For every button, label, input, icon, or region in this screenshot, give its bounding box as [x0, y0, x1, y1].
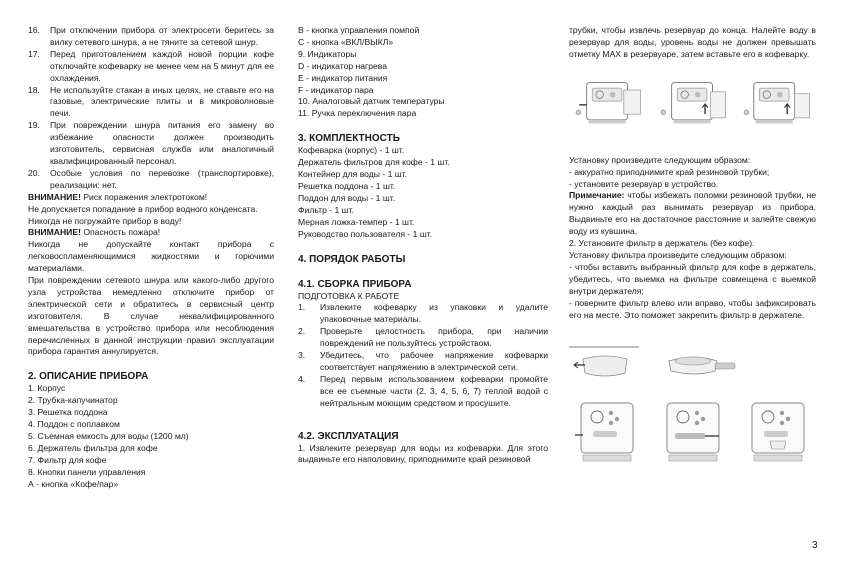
attention-fire: ВНИМАНИЕ! Опасность пожара!	[28, 227, 161, 238]
list-item: 11. Ручка переключения пара	[298, 108, 417, 119]
item-text: Перед приготовлением каждой новой порции кофе отключайте кофеварку не менее чем на 5 минут для ее охлаждения.	[50, 48, 274, 83]
list-item: 1. Корпус	[28, 383, 66, 394]
item-number: 19.	[28, 120, 40, 131]
list-item	[298, 374, 548, 410]
section-title: 3. КОМПЛЕКТНОСТЬ	[298, 133, 400, 145]
list-item	[298, 326, 548, 350]
list-item: Держатель фильтров для кофе - 1 шт.	[298, 157, 450, 168]
list-item: 2. Трубка-капучинатор	[28, 395, 118, 406]
reservoir-figures	[569, 77, 816, 135]
item-number: 4.	[298, 373, 306, 384]
list-item: Мерная ложка-темпер - 1 шт.	[298, 216, 415, 227]
list-item: Поддон для воды - 1 шт.	[298, 192, 396, 203]
list-item: Контейнер для воды - 1 шт.	[298, 169, 408, 180]
paragraph: 1. Извлеките резервуар для воды из кофеварки. Для этого выдвиньте его наполовину, приподнимите край резиновой	[298, 442, 548, 465]
item-number: 16.	[28, 25, 40, 35]
list-item	[298, 302, 548, 326]
column-right	[569, 25, 816, 465]
item-text: Убедитесь, что рабочее напряжение кофеварки соответствует напряжению в электрической сети.	[320, 350, 548, 372]
paragraph: Никогда не допускайте контакт прибора с легковоспламеняющимися жидкостями и горючими материалами.	[28, 239, 274, 274]
page-number: 3	[812, 540, 818, 551]
item-text: Особые условия по перевозке (транспортировке), реализации: нет.	[50, 167, 274, 190]
list-item: 4. Поддон с поплавком	[28, 419, 120, 430]
list-item: 10. Аналоговый датчик температуры	[298, 96, 445, 107]
item-text: Не используйте стакан в иных целях, не ставьте его на газовые, электрические плиты и в микроволновые печи.	[50, 84, 274, 119]
list-item: Фильтр - 1 шт.	[298, 204, 354, 215]
list-item	[28, 168, 274, 192]
list-item: D - индикатор нагрева	[298, 60, 387, 71]
item-number: 18.	[28, 84, 40, 95]
list-item	[28, 120, 274, 168]
bullet: - установите резервуар в устройство.	[569, 178, 719, 189]
paragraph: Не допускается попадание в прибор водного конденсата.	[28, 203, 258, 214]
item-number: 3.	[298, 350, 306, 361]
reservoir-figure	[569, 77, 647, 129]
list-item: 9. Индикаторы	[298, 48, 357, 59]
item-text: Извлеките кофеварку из упаковки и удалите упаковочные материалы.	[320, 302, 548, 325]
kit-list	[298, 145, 548, 240]
list-item: Руководство пользователя - 1 шт.	[298, 228, 433, 239]
paragraph: Никогда не погружайте прибор в воду!	[28, 215, 182, 226]
list-item: F - индикатор пара	[298, 84, 374, 95]
attention-electric: ВНИМАНИЕ! Риск поражения электротоком!	[28, 191, 208, 202]
section-title: 2. ОПИСАНИЕ ПРИБОРА	[28, 371, 149, 383]
filter-figure	[569, 345, 641, 385]
item-number: 17.	[28, 48, 40, 59]
coffee-machine-figure	[740, 399, 816, 465]
paragraph: При повреждении сетевого шнура или какого-либо другого узла устройства немедленно отключите прибор от электрической сети и обратитесь в сервисный центр изготовителя. В случае неквалифицированного вмешательства в устройство прибора или несоблюдения перечисленных в данной инструкции правил эксплуатации прибора гарантия аннулируется.	[28, 275, 274, 357]
list-item	[28, 25, 274, 49]
paragraph: Установку фильтра произведите следующим образом:	[569, 249, 787, 260]
list-item: 6. Держатель фильтра для кофе	[28, 442, 158, 453]
list-item: С - кнопка «ВКЛ/ВЫКЛ»	[298, 36, 394, 47]
reservoir-figure	[654, 77, 732, 129]
prep-label: ПОДГОТОВКА К РАБОТЕ	[298, 290, 400, 301]
item-number: 2.	[298, 326, 306, 337]
bullet: - чтобы вставить выбранный фильтр для кофе в держатель, убедитесь, что выемка на фильтре совмещена с выемкой внутри держателя;	[569, 261, 816, 296]
section-title: 4. ПОРЯДОК РАБОТЫ	[298, 253, 406, 265]
filter-figure	[665, 345, 737, 385]
list-item	[28, 85, 274, 121]
item-number: 20.	[28, 167, 40, 178]
list-item: А - кнопка «Кофе/пар»	[28, 478, 119, 489]
list-item	[298, 350, 548, 374]
bullet: - аккуратно приподнимите край резиновой трубки;	[569, 166, 770, 177]
list-item: Решетка поддона - 1 шт.	[298, 180, 396, 191]
subsection-title: 4.2. ЭКСПЛУАТАЦИЯ	[298, 430, 399, 442]
list-item: 7. Фильтр для кофе	[28, 454, 107, 465]
list-item: Е - индикатор питания	[298, 72, 388, 83]
list-item: 5. Съемная емкость для воды (1200 мл)	[28, 431, 189, 441]
list-item	[28, 49, 274, 85]
note: Примечание: чтобы избежать поломки резиновой трубки, не нужно каждый раз вынимать резервуар из прибора. Выдвиньте его на достаточное расстояние и залейте свежую воду из кувшина.	[569, 190, 816, 237]
item-number: 1.	[298, 302, 306, 313]
list-item: 8. Кнопки панели управления	[28, 466, 146, 477]
parts-list-continued	[298, 25, 548, 120]
safety-list	[28, 25, 274, 192]
item-text: При отключении прибора от электросети беритесь за вилку сетевого шнура, а не тяните за сетевой шнур.	[50, 25, 274, 47]
coffee-machine-figure	[569, 399, 645, 465]
item-text: Проверьте целостность прибора, при наличии повреждений не пользуйтесь устройством.	[320, 326, 548, 349]
bullet: - поверните фильтр влево или вправо, чтобы зафиксировать его на месте. Это поможет закрепить фильтр в держателе.	[569, 297, 816, 320]
paragraph: трубки, чтобы извлечь резервуар до конца. Налейте воду в резервуар для воды, уровень воды не должен превышать отметку MAX в резервуаре, затем вставьте его в кофеварку.	[569, 25, 816, 59]
paragraph: Установку произведите следующим образом:	[569, 154, 751, 165]
column-left	[28, 25, 274, 491]
paragraph: 2. Установите фильтр в держатель (без кофе).	[569, 238, 755, 249]
list-item: Кофеварка (корпус) - 1 шт.	[298, 145, 405, 156]
filter-figures	[569, 345, 816, 385]
machine-figures	[569, 399, 816, 465]
steps-list	[298, 302, 548, 409]
column-middle	[298, 25, 548, 466]
parts-list	[28, 383, 274, 490]
reservoir-figure	[738, 77, 816, 129]
list-item: 3. Решетка поддона	[28, 407, 108, 418]
list-item: В - кнопка управления помпой	[298, 25, 420, 35]
subsection-title: 4.1. СБОРКА ПРИБОРА	[298, 278, 412, 290]
item-text: При повреждении шнура питания его замену во избежание опасности должен производить изготовитель, сервисная служба или аналогичный квалифицированный персонал.	[50, 120, 274, 166]
coffee-machine-figure	[655, 399, 731, 465]
item-text: Перед первым использованием кофеварки промойте все ее съемные части (2, 3, 4, 5, 6, 7) теплой водой с нейтральным моющим средством и просушите.	[320, 373, 548, 408]
